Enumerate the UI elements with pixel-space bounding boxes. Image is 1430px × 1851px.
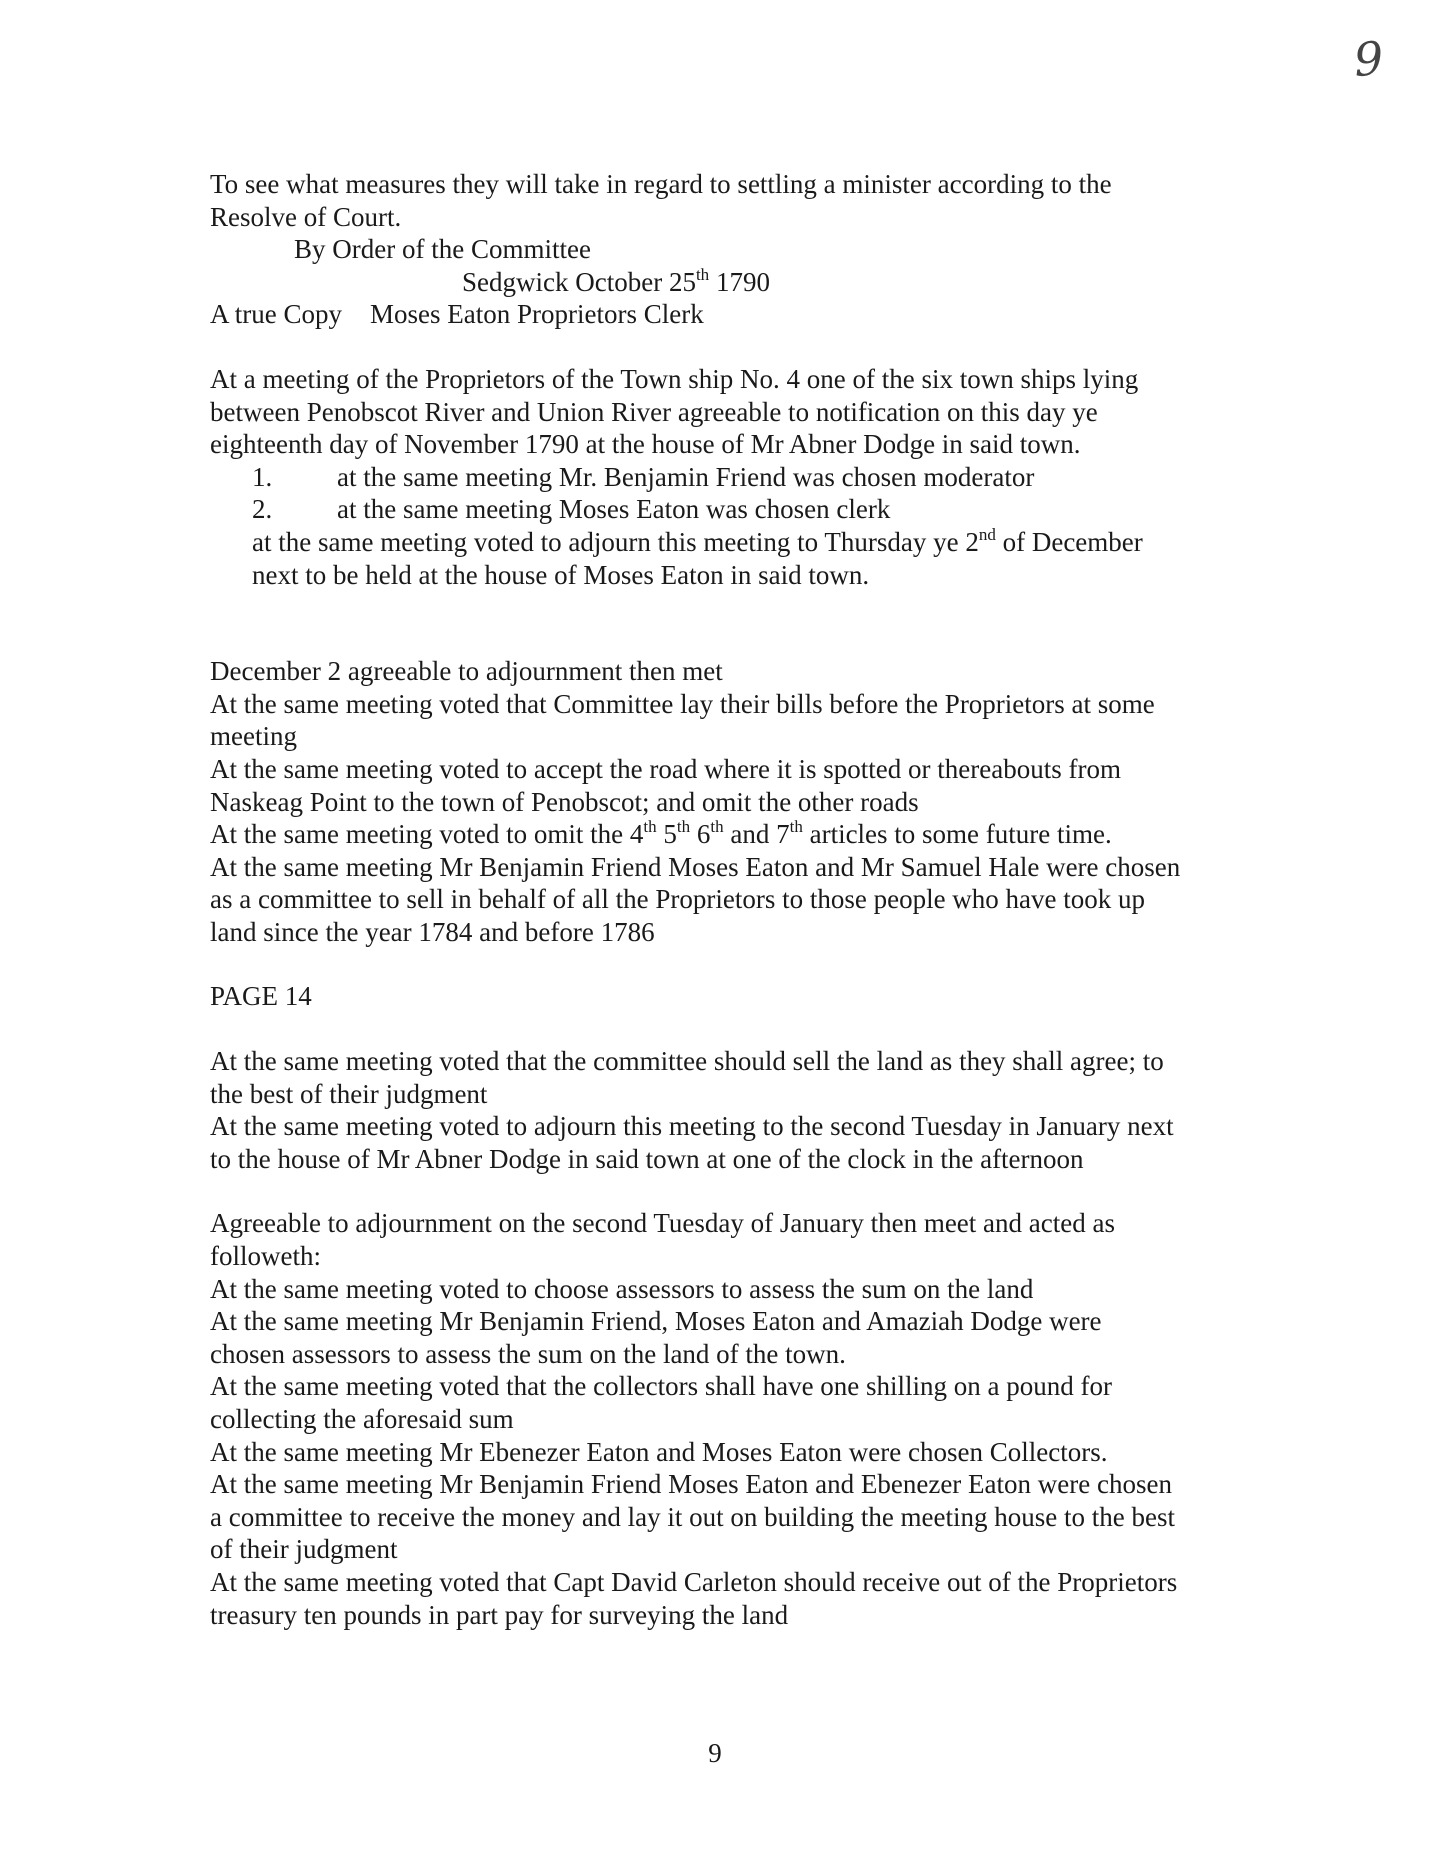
text-line: land since the year 1784 and before 1786 [210, 916, 655, 947]
list-number: 1. [252, 461, 273, 492]
text-line: the best of their judgment [210, 1078, 488, 1109]
articles-text: articles to some future time. [802, 819, 1112, 850]
adjourn-text: at the same meeting voted to adjourn this meeting to Thursday ye 2 [252, 526, 979, 557]
articles-line [210, 818, 1230, 851]
articles-text: 6 [690, 819, 711, 850]
list-text: at the same meeting Mr. Benjamin Friend was chosen moderator [337, 461, 1035, 492]
text-line: treasury ten pounds in part pay for surveying the land [210, 1599, 789, 1630]
text-line: At the same meeting Mr Benjamin Friend, Moses Eaton and Amaziah Dodge were [210, 1306, 1102, 1337]
page-label: PAGE 14 [210, 981, 312, 1012]
true-copy-line [210, 298, 1230, 331]
handwritten-page-number: 9 [1352, 31, 1386, 87]
text-line: At the same meeting Mr Ebenezer Eaton and Moses Eaton were chosen Collectors. [210, 1436, 1108, 1467]
text-line: At the same meeting voted that the collectors shall have one shilling on a pound for [210, 1371, 1113, 1402]
articles-text: At the same meeting voted to omit the 4 [210, 819, 644, 850]
text-line: At the same meeting voted to accept the road where it is spotted or thereabouts from [210, 753, 1121, 784]
order-line: By Order of the Committee [294, 234, 591, 265]
text-line: as a committee to sell in behalf of all the Proprietors to those people who have took up [210, 884, 1146, 915]
ordinal-suffix: th [710, 817, 724, 837]
text-line: Resolve of Court. [210, 201, 402, 232]
text-line: At the same meeting Mr Benjamin Friend Moses Eaton and Ebenezer Eaton were chosen [210, 1469, 1172, 1500]
true-copy-label: A true Copy [210, 299, 342, 330]
list-number: 2. [252, 494, 273, 525]
text-line: December 2 agreeable to adjournment then met [210, 656, 723, 687]
list-item [210, 461, 1230, 494]
date-line [210, 266, 1230, 299]
text-line: to the house of Mr Abner Dodge in said town at one of the clock in the afternoon [210, 1143, 1084, 1174]
text-line: At the same meeting voted to choose assessors to assess the sum on the land [210, 1273, 1034, 1304]
text-line: of their judgment [210, 1534, 398, 1565]
text-line: meeting [210, 721, 297, 752]
text-line: Agreeable to adjournment on the second Tuesday of January then meet and acted as [210, 1208, 1115, 1239]
text-line: eighteenth day of November 1790 at the house of Mr Abner Dodge in said town. [210, 429, 1081, 460]
page-number: 9 [708, 1738, 722, 1768]
text-line: a committee to receive the money and lay it out on building the meeting house to the best [210, 1501, 1175, 1532]
text-line: To see what measures they will take in regard to settling a minister according to the [210, 169, 1112, 199]
text-line: collecting the aforesaid sum [210, 1404, 514, 1434]
document-body [210, 168, 1230, 1631]
date-suffix: th [695, 264, 710, 284]
articles-text: and 7 [723, 819, 790, 850]
january-meeting-section [210, 1207, 1230, 1631]
ordinal-suffix: th [676, 817, 691, 837]
articles-text: 5 [656, 819, 677, 850]
adjourn-line [210, 526, 1230, 559]
date-year: 1790 [709, 266, 770, 297]
text-line: followeth: [210, 1241, 321, 1272]
november-meeting-section [210, 363, 1230, 591]
adjourn-text: of December [995, 526, 1143, 557]
intro-section [210, 168, 1230, 331]
text-line: At the same meeting Mr Benjamin Friend Moses Eaton and Mr Samuel Hale were chosen [210, 851, 1181, 882]
list-item [210, 493, 1230, 526]
text-line: At the same meeting voted that the committee should sell the land as they shall agree; to [210, 1046, 1164, 1077]
true-copy-signer: Moses Eaton Proprietors Clerk [370, 299, 704, 330]
text-line: chosen assessors to assess the sum on the land of the town. [210, 1338, 846, 1369]
continued-section [210, 1045, 1230, 1175]
december-meeting-section [210, 655, 1230, 948]
ordinal-suffix: nd [978, 524, 996, 544]
text-line: between Penobscot River and Union River agreeable to notification on this day ye [210, 396, 1098, 427]
date-place: Sedgwick October 25 [462, 266, 696, 297]
text-line: At the same meeting voted that Capt David Carleton should receive out of the Proprietors [210, 1566, 1178, 1597]
text-line: Naskeag Point to the town of Penobscot; and omit the other roads [210, 786, 919, 817]
text-line: At the same meeting voted to adjourn this meeting to the second Tuesday in January next [210, 1111, 1174, 1142]
text-line: At the same meeting voted that Committee lay their bills before the Proprietors at some [210, 688, 1155, 719]
ordinal-suffix: th [789, 817, 803, 837]
ordinal-suffix: th [643, 817, 657, 837]
list-text: at the same meeting Moses Eaton was chosen clerk [337, 494, 891, 525]
text-line: next to be held at the house of Moses Eaton in said town. [252, 559, 870, 590]
text-line: At a meeting of the Proprietors of the Town ship No. 4 one of the six town ships lying [210, 363, 1139, 394]
